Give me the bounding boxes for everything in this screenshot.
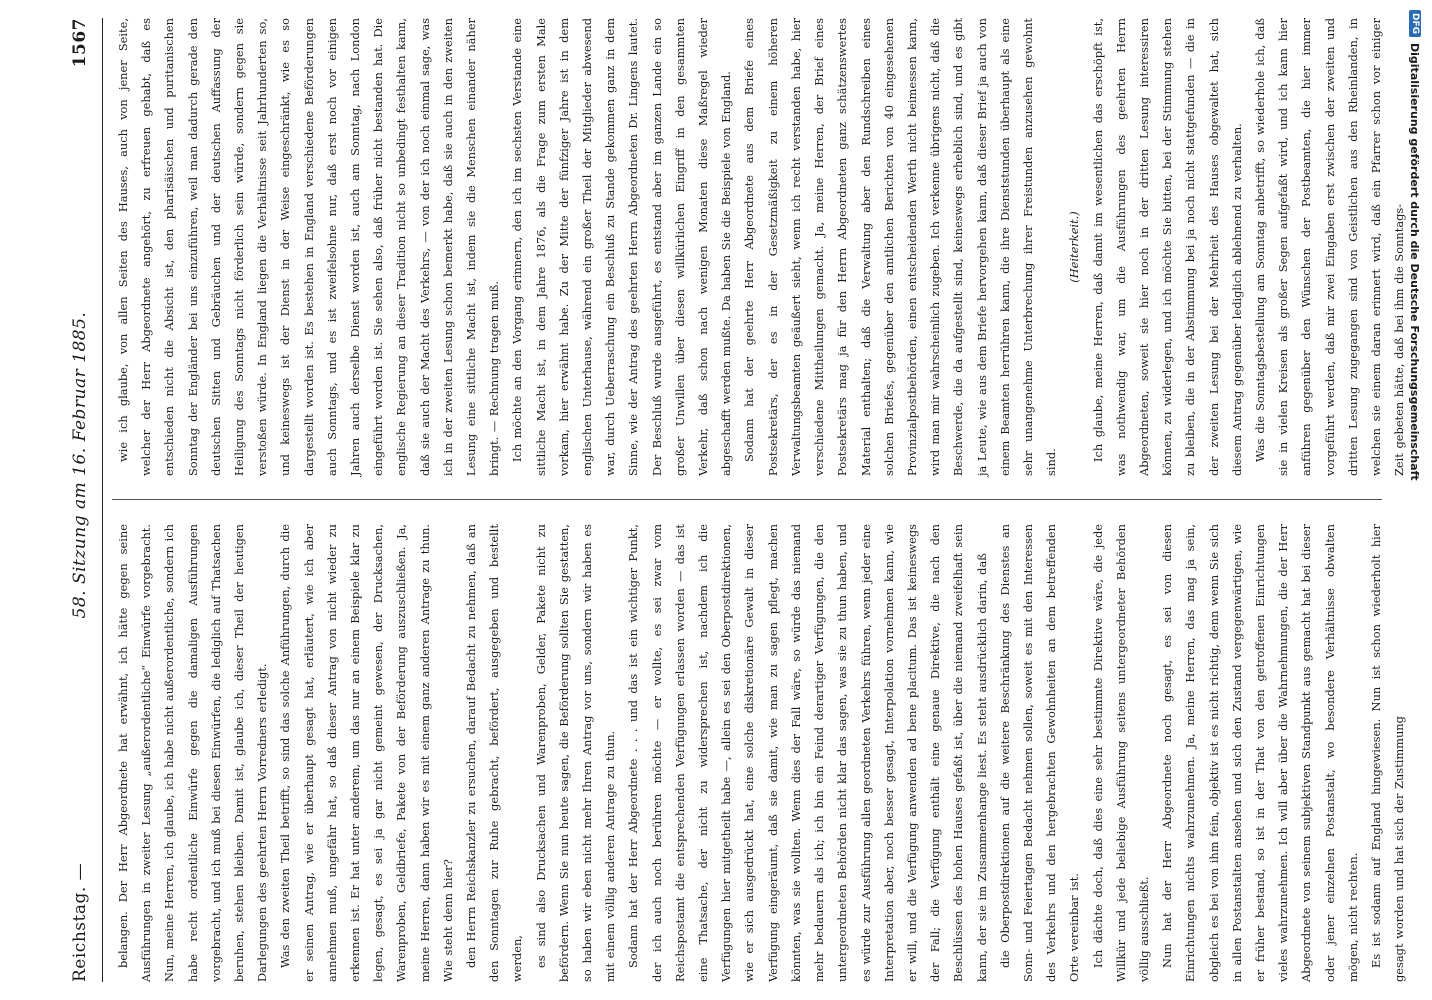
paragraph: die Oberpostdirektionen auf die weitere Beschränkung des Dienstes an Sonn- und Feiertagen Bedacht nehmen sollen, soweit es mit den Interessen des Verkehrs und den hergebrachten Gewohnheiten an dem betreffenden Orte vereinbar ist. bbox=[997, 524, 1082, 982]
paragraph: Ich dächte doch, daß dies eine sehr bestimmte Direktive wäre, die jede Willkür und jede beliebige Ausführung seitens untergeordneter Behörden völlig ausschließt. bbox=[1090, 524, 1151, 982]
paragraph: den Herrn Reichskanzler zu ersuchen, darauf Bedacht zu nehmen, daß an den Sonntagen zur Ruhe gebracht, befördert, ausgegeben und bestellt werden, bbox=[464, 524, 525, 982]
dfg-logo: DFG bbox=[1409, 10, 1421, 37]
column-divider bbox=[112, 499, 1382, 500]
right-column bbox=[112, 18, 1407, 476]
credit-text: Digitalisierung gefördert durch die Deutsche Forschungsgemeinschaft bbox=[1408, 43, 1422, 481]
paragraph: Was die Sonntagsbestellung am Sonntag anbetrifft, so wiederhole ich, daß sie in vielen Kreisen als großer Segen aufgefaßt wird, und ich kann hier anführen gegenüber den Wünschen der Postbeamten, die hier immer vorgeführt werden, daß mir zwei Eingaben erst zwischen der zweiten und dritten Lesung zugegangen sind von Geistlichen aus den Rheinlanden, in welchen sie einem daran erinnert wird, daß ein Pfarrer schon vor einiger Zeit gebeten hätte, daß bei ihm die Sonntags- bbox=[1252, 18, 1407, 476]
paragraph: Es ist sodann auf England hingewiesen. Nun ist schon wiederholt hier gesagt worden und hat sich der Zustimmung bbox=[1368, 524, 1407, 982]
paragraph: wie ich glaube, von allen Seiten des Hauses, auch von jener Seite, welcher der Herr Abgeordnete angehört, zu erfreuen gehabt, daß es entschieden nicht die Absicht ist, den pharisäischen und puritanischen Sonntag der Engländer bei uns einzuführen, weil man dadurch gerade den deutschen Sitten und Gebräuchen und der deutschen Auffassung der Heiligung des Sonntags nicht förderlich sein würde, sondern gegen sie verstoßen würde. In England liegen die Verhältnisse seit Jahrhunderten so, und keineswegs ist der Dienst in der Weise eingeschränkt, wie es so dargestellt worden ist. Es bestehen in England verschiedene Beförderungen auch Sonntags, und es ist zweifelsohne nur, daß erst noch vor einigen Jahren auch derselbe Dienst worden ist, auch am Sonntag, nach London eingeführt worden ist. Sie sehen also, daß früher nicht bestanden hat. Die englische Regierung an dieser Tradition nicht so unbedingt festhalten kann, daß sie auch der Macht des Verkehrs, — von der ich noch einmal sage, was ich in der zweiten Lesung schon bemerkt habe, daß sie auch in den zweiten Lesung eine sittliche Macht ist, indem sie die Menschen einander näher bringt. — Rechnung tragen muß. bbox=[116, 18, 502, 476]
document-page bbox=[58, 18, 1407, 982]
paragraph: Sodann hat der Herr Abgeordnete . . . und das ist ein wichtiger Punkt, der ich auch noch berühren möchte — er wollte, es sei zwar vom Reichspostamt die entsprechenden Verfügungen erlassen worden — das ist eine Thatsache, der nicht zu widersprechen ist, nachdem ich die Verfügungen hier mitgetheilt habe —, allein es sei den Oberpostdirektionen, wie er sich ausgedrückt hat, eine solche diskretionäre Gewalt in dieser Verfügung eingeräumt, daß sie damit, wie man zu sagen pflegt, machen könnten, was sie wollten. Wenn dies der Fall wäre, so würde das niemand mehr bedauern als ich; ich bin ein Feind derartiger Verfügungen, die den untergeordneten Behörden nicht klar das sagen, was sie zu thun haben, und es würde zur Ausführung allen geordneten Verkehrs führen, wenn jeder eine Interpretation aber, noch besser gesagt, Interpolation vornehmen kann, wie er will, und die Verfügung anwenden ad bene placitum. Das ist keineswegs der Fall; die Verfügung enthält eine genaue Direktive, die nach den Beschlüssen des hohen Hauses gefaßt ist, über die niemand zweifelhaft sein kann, der sie im Zusammenhange liest. Es steht ausdrücklich darin, daß bbox=[626, 524, 989, 982]
header-session: 58. Sitzung am 16. Februar 1885. bbox=[70, 311, 90, 619]
paragraph: Ich glaube, meine Herren, daß damit im wesentlichen das erschöpft ist, was nothwendig war, um die Ausführungen des geehrten Herrn Abgeordneten, soweit sie hier noch in der dritten Lesung interessiren können, zu widerlegen, und ich möchte Sie bitten, bei der Stimmung stehen zu bleiben, die in der Abstimmung bei ja noch nicht stattgefunden — die in der zweiten Lesung bei der Mehrheit des Hauses obgewaltet hat, sich diesem Antrag gegenüber lediglich ablehnend zu verhalten. bbox=[1090, 18, 1244, 476]
paragraph: Ich möchte an den Vorgang erinnern, den ich im sechsten Verstande eine sittliche Macht ist, in dem Jahre 1876, als die Frage zum ersten Male vorkam, hier erwähnt habe. Zu der Mitte der fünfziger Jahre ist in dem englischen Unterhause, während ein großer Theil der Mitglieder abwesend war, durch Ueberraschung ein Beschluß zu Stande gekommen ganz in dem Sinne, wie der Antrag des geehrten Herrn Abgeordneten Dr. Lingens lautet. Der Beschluß wurde ausgeführt, es entstand aber im ganzen Lande ein so großer Unwillen über diesen willkürlichen Eingriff in den gesammten Verkehr, daß schon nach wenigen Monaten diese Maßregel wieder abgeschafft werden mußte. Da haben Sie die Beispiele von England. bbox=[510, 18, 734, 476]
rotated-page-content bbox=[58, 18, 1407, 982]
paragraph: belangen. Der Herr Abgeordnete hat erwähnt, ich hätte gegen seine Ausführungen in zweiter Lesung „außerordentliche“ Einwürfe vorgebracht. Nun, meine Herren, ich glaube, ich habe nicht außerordentliche, sondern ich habe recht ordentliche Einwürfe gegen die damaligen Ausführungen vorgebracht, und ich muß bei diesen Einwürfen, die lediglich auf Thatsachen beruhen, stehen bleiben. Damit ist, glaube ich, dieser Theil der heutigen Darlegungen des geehrten Herrn Vorredners erledigt. bbox=[116, 524, 270, 982]
paragraph: Was den zweiten Theil betrifft, so sind das solche Anführungen, durch die er seinen Antrag, wie er überhaupt gesagt hat, erläutert, wie ich aber annehmen muß, ungefähr hat, so daß dieser Antrag von nicht wieder zu erkennen ist. Er hat unter anderem, um das nur an einem Beispiele klar zu legen, gesagt, es sei ja gar nicht gemeint gewesen, der Drucksachen, Warenproben, Geldbriefe, Pakete von der Beförderung auszuschließen. Ja, meine Herren, dann haben wir es mit einem ganz anderen Antrage zu thun. Wie steht denn hier? bbox=[278, 524, 455, 982]
header-left: Reichstag. — bbox=[70, 862, 90, 982]
paragraph: Nun hat der Herr Abgeordnete noch gesagt, es sei von diesen Einrichtungen nichts wahrzunehmen. Ja, meine Herren, das mag ja sein, obgleich es bei von ihm fein, objektiv ist es nicht richtig, denn wenn Sie sich in allen Postanstalten ansehen und sich den Zustand vergegenwärtigen, wie er früher bestand, so ist in der That von den getroffenen Einrichtungen vieles wahrzunehmen. Ich will aber über die Wahrnehmungen, die der Herr Abgeordnete von seinem subjektiven Standpunkt aus gemacht hat bei dieser oder jener einzelnen Postanstalt, wo besondere Verhältnisse obwalten mögen, nicht rechten. bbox=[1160, 524, 1360, 982]
page-header bbox=[58, 18, 103, 982]
digitization-credit bbox=[1404, 10, 1430, 990]
paragraph: Sodann hat der geehrte Herr Abgeordnete aus dem Briefe eines Postsekretärs, der es in der Gesetzmäßigkeit zu einem höheren Verwaltungsbeamten geäußert sieht, wenn ich recht verstanden habe, hier verschiedene Mittheilungen gemacht. Ja, meine Herren, der Brief eines Postsekretärs mag ja für den Herrn Abgeordneten ganz schätzenswertes Material enthalten; daß die Verwaltung aber den Rundschreiben eines solchen Briefes, gegenüber den amtlichen Berichten von 40 eingesehenen Provinzialpostbehörden, einen entscheidenden Werth nicht beimessen kann, wird man mir wahrscheinlich zugeben. Ich verkenne übrigens nicht, daß die Beschwerde, die da aufgestellt sind, keineswegs erheblich sind, und es gibt ja Leute, wie aus dem Briefe hervorgehen kann, daß dieser Brief ja auch von einem Beamten herrühren kann, die ihre Dienststunden überhaupt als eine sehr unangenehme Unterbrechung ihrer Freistunden anzusehen gewohnt sind. bbox=[742, 18, 1059, 476]
paragraph: es sind also Drucksachen und Warenproben, Gelder, Pakete nicht zu befördern. Wenn Sie nun heute sagen, die Beförderung sollten Sie gestatten, so haben wir eben nicht mehr Ihren Antrag vor uns, sondern wir haben es mit einem völlig anderen Antrage zu thun. bbox=[533, 524, 618, 982]
left-column bbox=[112, 524, 1407, 982]
page-number: 1567 bbox=[70, 18, 90, 68]
interjection: (Heiterkeit.) bbox=[1067, 211, 1082, 283]
